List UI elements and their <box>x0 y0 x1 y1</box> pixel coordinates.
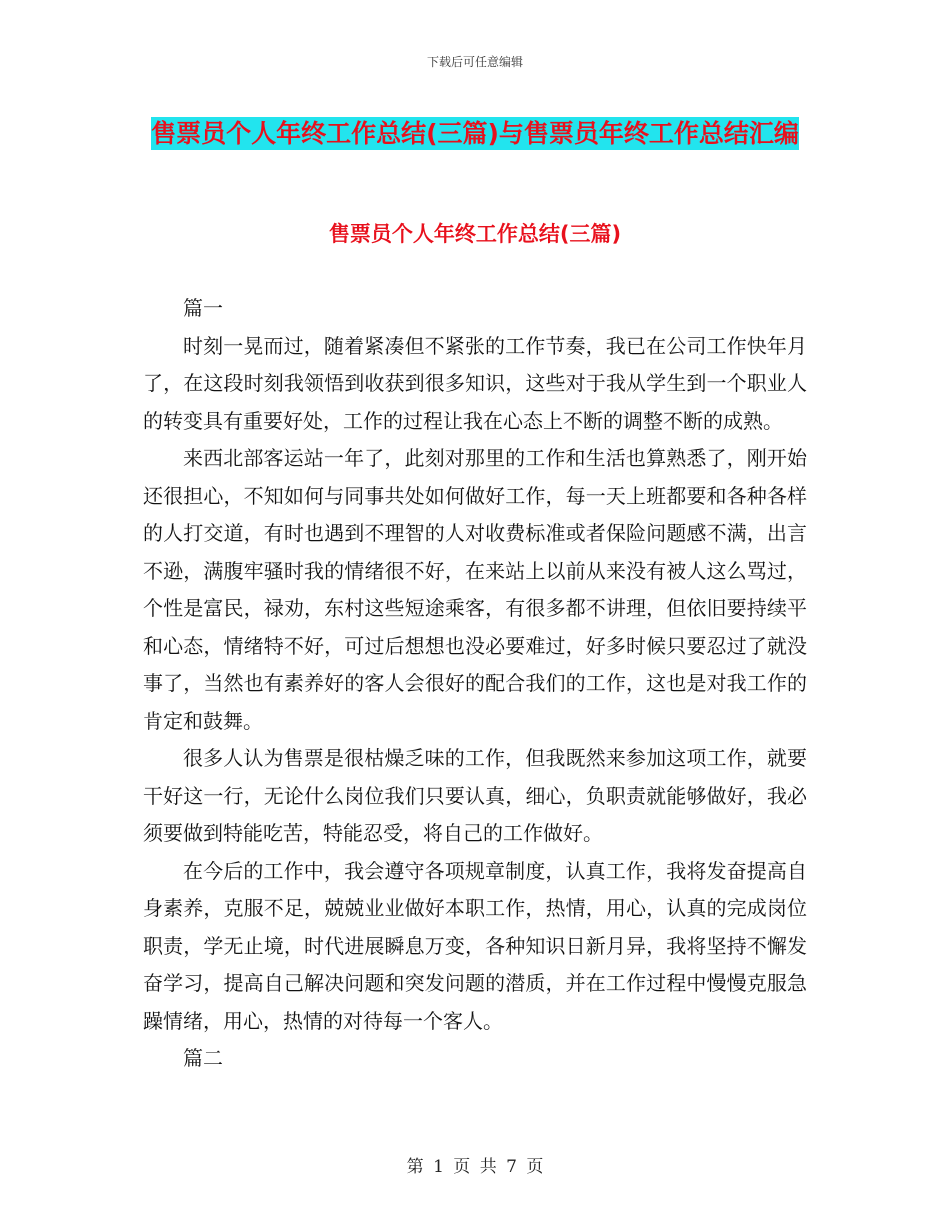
document-title <box>143 108 807 160</box>
document-title-text: 售票员个人年终工作总结(三篇)与售票员年终工作总结汇编 <box>151 119 799 148</box>
paragraph-part-two-heading: 篇二 <box>183 1046 223 1070</box>
page-number: 第 1 页 共 7 页 <box>406 1157 544 1177</box>
paragraph: 很多人认为售票是很枯燥乏味的工作，但我既然来参加这项工作，就要干好这一行，无论什么岗位我们只要认真，细心，负职责就能够做好，我必须要做到特能吃苦，特能忍受，将自己的工作做好。 <box>143 746 807 845</box>
paragraph: 时刻一晃而过，随着紧凑但不紧张的工作节奏，我已在公司工作快年月了，在这段时刻我领悟到收获到很多知识，这些对于我从学生到一个职业人的转变具有重要好处，工作的过程让我在心态上不断的调整不断的成熟。 <box>143 333 807 433</box>
paragraph: 在今后的工作中，我会遵守各项规章制度，认真工作，我将发奋提高自身素养，克服不足，兢兢业业做好本职工作，热情，用心，认真的完成岗位职责，学无止境，时代进展瞬息万变，各种知识日新月异，我将坚持不懈发奋学习，提高自己解决问题和突发问题的潜质，并在工作过程中慢慢克服急躁情绪，用心，热情的对待每一个客人。 <box>143 858 807 1033</box>
paragraph-part-one-heading: 篇一 <box>183 296 223 320</box>
paragraph: 来西北部客运站一年了，此刻对那里的工作和生活也算熟悉了，刚开始还很担心，不知如何与同事共处如何做好工作，每一天上班都要和各种各样的人打交道，有时也遇到不理智的人对收费标准或者保险问题感不满，出言不逊，满腹牢骚时我的情绪很不好，在来站上以前从来没有被人这么骂过，个性是富民，禄劝，东村这些短途乘客，有很多都不讲理，但依旧要持续平和心态，情绪特不好，可过后想想也没必要难过，好多时候只要忍过了就没事了，当然也有素养好的客人会很好的配合我们的工作，这也是对我工作的肯定和鼓舞。 <box>143 446 807 733</box>
header-note: 下载后可任意编辑 <box>426 55 523 69</box>
section-title: 售票员个人年终工作总结(三篇) <box>328 222 622 246</box>
document-body <box>143 290 807 1078</box>
